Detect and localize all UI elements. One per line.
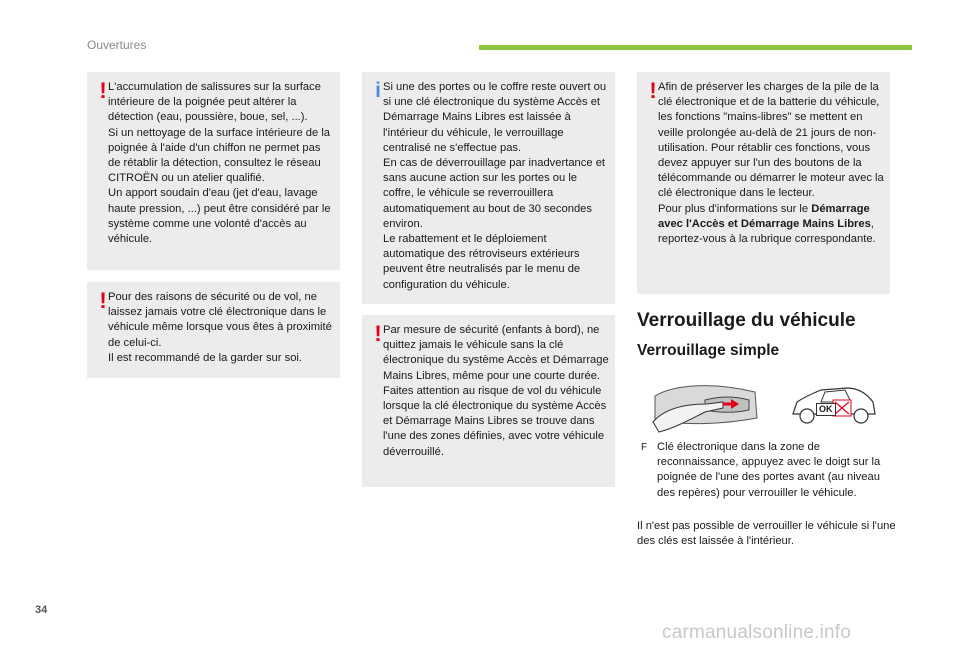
info-icon: i (375, 79, 381, 102)
page-number: 34 (35, 604, 48, 616)
info-text: Si une des portes ou le coffre reste ouvert ou si une clé électronique du système Accès et Démarrage Mains Libres est laissée à l'intérieur du véhicule, le verrouillage centralisé ne s'effectue pas. (383, 81, 607, 154)
section-title: Ouvertures (87, 38, 147, 52)
warning-icon: ! (374, 321, 382, 346)
info-text: En cas de déverrouillage par inadvertance et sans aucune action sur les portes ou le coffre, le véhicule se reverrouillera automatiquement au bout de 30 secondes environ. (383, 157, 606, 230)
warning-text: Pour des raisons de sécurité ou de vol, ne laissez jamais votre clé électronique dans le véhicule même lorsque vous êtes à proximité de celui-ci. (108, 291, 332, 349)
warning-icon: ! (99, 288, 107, 313)
watermark: carmanualsonline.info (662, 622, 852, 643)
instruction-text: Clé électronique dans la zone de reconnaissance, appuyez avec le doigt sur la poignée de l'une des portes avant (au niveau des repères) pour verrouiller le véhicule. (657, 441, 881, 499)
warning-icon: ! (649, 78, 657, 103)
warning-box-theft (87, 282, 340, 378)
section-accent-bar (479, 45, 912, 50)
warning-text: Un apport soudain d'eau (jet d'eau, lavage haute pression, ...) peut être considéré par le système comme une volonté d'accès au véhicule. (108, 187, 331, 246)
warning-box-dirt (87, 72, 340, 270)
door-handle-illustration (645, 378, 765, 434)
lock-note: Il n'est pas possible de verrouiller le véhicule si l'une des clés est laissée à l'intérieur. (637, 520, 896, 548)
section-subheading: Verrouillage simple (637, 342, 780, 359)
more-info-lead: Pour plus d'informations sur le (658, 202, 809, 215)
warning-box-battery (637, 72, 890, 294)
warning-text: Il est recommandé de la garder sur soi. (108, 351, 303, 364)
info-box-locking (362, 72, 615, 304)
more-info-link-text: Démarrage avec l'Accès et Démarrage Mains Libres (658, 202, 871, 230)
warning-text: Par mesure de sécurité (enfants à bord), ne quittez jamais le véhicule sans la clé électronique du système Accès et Démarrage Mains Libres, même pour une courte durée. (383, 324, 609, 382)
warning-text: L'accumulation de salissures sur la surface intérieure de la poignée peut altérer la détection (eau, poussière, boue, sel, ...). (108, 81, 321, 124)
warning-box-children (362, 315, 615, 487)
ok-badge: OK (816, 403, 836, 416)
section-heading: Verrouillage du véhicule (637, 310, 856, 331)
warning-icon: ! (99, 78, 107, 103)
warning-text: Afin de préserver les charges de la pile de la clé électronique et de la batterie du véhicule, les fonctions "mains-libres" se mettent en veille prolongée au-delà de 21 jours de non-utilisation. Pour rétablir ces fonctions, vous devez appuyer sur l'un des boutons de la télécommande ou démarrer le moteur avec la clé électronique dans le lecteur. (658, 81, 884, 200)
warning-text: Si un nettoyage de la surface intérieure de la poignée à l'aide d'un chiffon ne permet pas de rétablir la détection, consultez le réseau CITROËN ou un atelier qualifié. (108, 126, 331, 185)
more-info-tail: , reportez-vous à la rubrique correspondante. (658, 217, 876, 246)
warning-text: Faites attention au risque de vol du véhicule lorsque la clé électronique du système Accès et Démarrage Mains Libres se trouve dans l'une des zones définies, avec votre véhicule déverrouillé. (383, 384, 607, 458)
bullet-marker: F (641, 442, 648, 453)
lock-instruction (637, 440, 897, 501)
warning-text-more-info (658, 202, 884, 248)
info-text: Le rabattement et le déploiement automatique des rétroviseurs extérieurs peuvent être neutralisés par le menu de configuration du véhicule. (383, 233, 581, 291)
